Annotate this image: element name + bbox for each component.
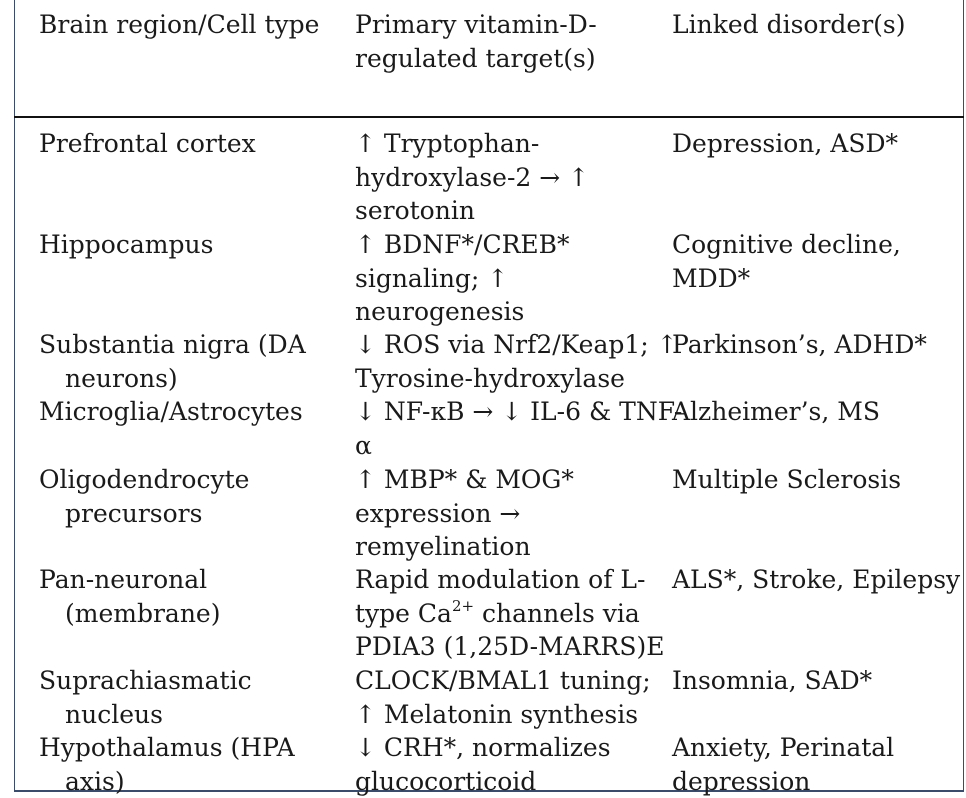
header-rule <box>14 116 964 118</box>
row-5-disorder: Multiple Sclerosis <box>672 465 902 494</box>
row-5-region: Oligodendrocyte precursors <box>39 465 250 528</box>
row-1-region: Prefrontal cortex <box>39 129 256 158</box>
row-7-target: CLOCK/BMAL1 tuning; ↑ Melatonin synthesis <box>355 666 651 729</box>
row-4-disorder: Alzheimer’s, MS <box>672 397 880 426</box>
row-2-disorder: Cognitive decline, MDD* <box>672 230 901 293</box>
row-4-region: Microglia/Astrocytes <box>39 397 303 426</box>
row-7-region: Suprachiasmatic nucleus <box>39 666 252 729</box>
row-7-disorder: Insomnia, SAD* <box>672 666 873 695</box>
row-3-region: Substantia nigra (DA neurons) <box>39 330 306 393</box>
row-5-target: ↑ MBP* & MOG* expression → remyelination <box>355 465 574 561</box>
row-2-region: Hippocampus <box>39 230 214 259</box>
row-6-region: Pan-neuronal (membrane) <box>39 565 221 628</box>
row-6-disorder: ALS*, Stroke, Epilepsy <box>672 565 961 594</box>
row-2-target: ↑ BDNF*/CREB* signaling; ↑ neurogenesis <box>355 230 570 326</box>
row-8-region: Hypothalamus (HPA axis) <box>39 733 295 796</box>
row-8-disorder: Anxiety, Perinatal depression <box>672 733 895 796</box>
row-1-target: ↑ Tryptophan- hydroxylase-2 → ↑ serotonin <box>355 129 590 225</box>
header-linked-disorders: Linked disorder(s) <box>672 10 906 39</box>
header-brain-region: Brain region/Cell type <box>39 10 320 39</box>
row-3-target: ↓ ROS via Nrf2/Keap1; ↑ Tyrosine-hydroxylase <box>355 330 678 393</box>
row-3-disorder: Parkinson’s, ADHD* <box>672 330 927 359</box>
row-4-target: ↓ NF-κB → ↓ IL-6 & TNF- α <box>355 397 683 460</box>
row-8-target: ↓ CRH*, normalizes glucocorticoid <box>355 733 611 796</box>
row-1-disorder: Depression, ASD* <box>672 129 899 158</box>
row-6-target: Rapid modulation of L- type $Ca^{2+}$ channels via PDIA3 (1,25D-MARRS)E <box>355 565 665 661</box>
header-vitamin-d-target: Primary vitamin-D- regulated target(s) <box>355 10 597 73</box>
